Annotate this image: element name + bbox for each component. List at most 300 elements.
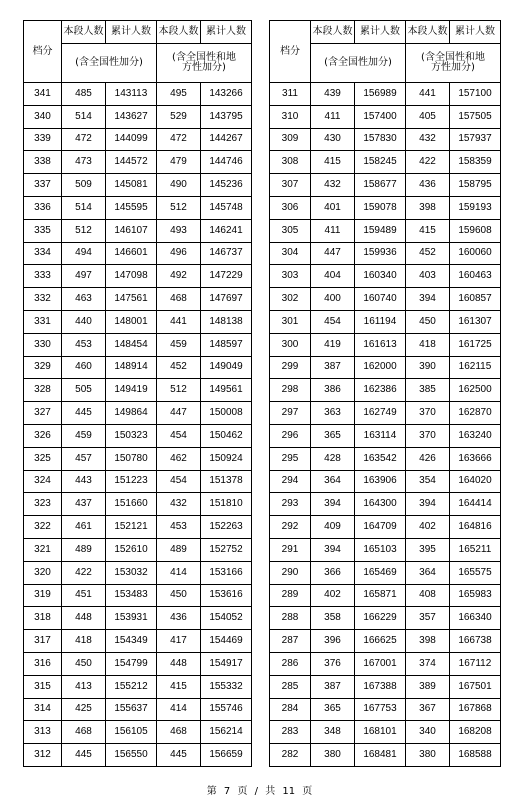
table-row <box>270 310 501 333</box>
table-cell: 162386 <box>355 379 406 402</box>
footer-page-number: 7 <box>223 786 231 797</box>
table-cell: 363 <box>311 402 355 425</box>
footer-slash: / <box>254 786 258 797</box>
table-row <box>270 607 501 630</box>
table-cell: 153616 <box>201 584 252 607</box>
table-cell: 165575 <box>450 561 501 584</box>
table-cell: 145595 <box>106 196 157 219</box>
table-cell: 146737 <box>201 242 252 265</box>
table-row <box>24 174 252 197</box>
table-cell: 463 <box>62 288 106 311</box>
table-cell: 414 <box>157 698 201 721</box>
table-cell: 161194 <box>355 310 406 333</box>
score-table-left <box>23 20 252 767</box>
table-cell: 147697 <box>201 288 252 311</box>
table-cell: 454 <box>157 424 201 447</box>
table-cell: 165469 <box>355 561 406 584</box>
table-cell: 453 <box>62 333 106 356</box>
table-cell: 148914 <box>106 356 157 379</box>
table-row <box>24 128 252 151</box>
table-cell: 152610 <box>106 538 157 561</box>
table-cell: 394 <box>311 493 355 516</box>
table-cell: 436 <box>406 174 450 197</box>
table-cell: 160060 <box>450 242 501 265</box>
table-cell: 148138 <box>201 310 252 333</box>
table-cell: 313 <box>24 721 62 744</box>
table-cell: 321 <box>24 538 62 561</box>
table-cell: 411 <box>311 105 355 128</box>
table-cell: 308 <box>270 151 311 174</box>
table-cell: 380 <box>406 744 450 767</box>
table-cell: 459 <box>62 424 106 447</box>
table-cell: 365 <box>311 698 355 721</box>
table-row <box>270 379 501 402</box>
table-row <box>24 584 252 607</box>
table-cell: 153166 <box>201 561 252 584</box>
table-cell: 153931 <box>106 607 157 630</box>
table-cell: 367 <box>406 698 450 721</box>
table-cell: 341 <box>24 83 62 106</box>
table-cell: 436 <box>157 607 201 630</box>
table-row <box>270 584 501 607</box>
score-table-right <box>269 20 501 767</box>
table-cell: 291 <box>270 538 311 561</box>
table-cell: 445 <box>62 402 106 425</box>
table-cell: 168481 <box>355 744 406 767</box>
table-cell: 333 <box>24 265 62 288</box>
table-cell: 514 <box>62 105 106 128</box>
table-row <box>270 402 501 425</box>
table-cell: 163114 <box>355 424 406 447</box>
header-note-with-local: (含全国性和地方性加分) <box>157 44 252 83</box>
table-cell: 512 <box>62 219 106 242</box>
table-cell: 389 <box>406 675 450 698</box>
table-cell: 374 <box>406 652 450 675</box>
header-score: 档分 <box>24 21 62 83</box>
table-cell: 311 <box>270 83 311 106</box>
table-row <box>24 607 252 630</box>
footer-word-di: 第 <box>206 786 217 797</box>
table-cell: 324 <box>24 470 62 493</box>
table-cell: 414 <box>157 561 201 584</box>
table-cell: 364 <box>311 470 355 493</box>
table-cell: 293 <box>270 493 311 516</box>
header-cumulative-count: 累计人数 <box>106 21 157 44</box>
table-cell: 315 <box>24 675 62 698</box>
table-cell: 154917 <box>201 652 252 675</box>
table-cell: 331 <box>24 310 62 333</box>
header-note-included: (含全国性加分) <box>311 44 406 83</box>
table-cell: 376 <box>311 652 355 675</box>
table-cell: 386 <box>311 379 355 402</box>
table-cell: 158677 <box>355 174 406 197</box>
table-cell: 457 <box>62 447 106 470</box>
table-cell: 307 <box>270 174 311 197</box>
table-row <box>270 242 501 265</box>
footer-word-ye-2: 页 <box>302 786 313 797</box>
table-cell: 330 <box>24 333 62 356</box>
table-cell: 290 <box>270 561 311 584</box>
table-cell: 327 <box>24 402 62 425</box>
table-body-right <box>270 83 501 767</box>
table-cell: 450 <box>406 310 450 333</box>
header-cumulative-count: 累计人数 <box>355 21 406 44</box>
table-cell: 294 <box>270 470 311 493</box>
table-row <box>24 151 252 174</box>
table-cell: 160740 <box>355 288 406 311</box>
table-cell: 167868 <box>450 698 501 721</box>
table-cell: 150924 <box>201 447 252 470</box>
table-cell: 143113 <box>106 83 157 106</box>
table-cell: 161613 <box>355 333 406 356</box>
table-row <box>24 219 252 242</box>
table-cell: 512 <box>157 196 201 219</box>
table-cell: 163666 <box>450 447 501 470</box>
table-cell: 283 <box>270 721 311 744</box>
table-cell: 154799 <box>106 652 157 675</box>
table-row <box>24 356 252 379</box>
table-cell: 494 <box>62 242 106 265</box>
table-cell: 157400 <box>355 105 406 128</box>
table-row <box>270 356 501 379</box>
table-cell: 287 <box>270 630 311 653</box>
table-cell: 320 <box>24 561 62 584</box>
table-cell: 417 <box>157 630 201 653</box>
table-cell: 354 <box>406 470 450 493</box>
table-cell: 495 <box>157 83 201 106</box>
table-cell: 161725 <box>450 333 501 356</box>
table-cell: 357 <box>406 607 450 630</box>
table-row <box>24 265 252 288</box>
table-cell: 468 <box>157 721 201 744</box>
table-row <box>270 219 501 242</box>
table-cell: 437 <box>62 493 106 516</box>
table-cell: 432 <box>157 493 201 516</box>
table-cell: 306 <box>270 196 311 219</box>
table-cell: 422 <box>406 151 450 174</box>
table-row <box>24 744 252 767</box>
table-cell: 299 <box>270 356 311 379</box>
table-cell: 318 <box>24 607 62 630</box>
table-cell: 489 <box>157 538 201 561</box>
table-cell: 149561 <box>201 379 252 402</box>
table-cell: 158359 <box>450 151 501 174</box>
table-cell: 441 <box>406 83 450 106</box>
table-cell: 144099 <box>106 128 157 151</box>
table-cell: 162115 <box>450 356 501 379</box>
table-cell: 485 <box>62 83 106 106</box>
table-row <box>24 379 252 402</box>
table-cell: 164020 <box>450 470 501 493</box>
table-cell: 514 <box>62 196 106 219</box>
table-row <box>270 470 501 493</box>
table-cell: 152263 <box>201 516 252 539</box>
table-row <box>270 288 501 311</box>
table-cell: 402 <box>311 584 355 607</box>
table-cell: 164414 <box>450 493 501 516</box>
table-cell: 425 <box>62 698 106 721</box>
table-cell: 411 <box>311 219 355 242</box>
table-cell: 144572 <box>106 151 157 174</box>
table-cell: 304 <box>270 242 311 265</box>
table-cell: 415 <box>157 675 201 698</box>
table-cell: 284 <box>270 698 311 721</box>
table-cell: 366 <box>311 561 355 584</box>
table-cell: 462 <box>157 447 201 470</box>
table-cell: 286 <box>270 652 311 675</box>
header-section-count: 本段人数 <box>157 21 201 44</box>
table-row <box>270 698 501 721</box>
table-cell: 459 <box>157 333 201 356</box>
table-cell: 155332 <box>201 675 252 698</box>
page-footer <box>0 782 519 797</box>
table-cell: 165871 <box>355 584 406 607</box>
table-cell: 454 <box>157 470 201 493</box>
table-cell: 325 <box>24 447 62 470</box>
table-row <box>270 424 501 447</box>
table-cell: 489 <box>62 538 106 561</box>
table-cell: 332 <box>24 288 62 311</box>
table-cell: 418 <box>62 630 106 653</box>
table-cell: 289 <box>270 584 311 607</box>
table-cell: 296 <box>270 424 311 447</box>
table-cell: 415 <box>311 151 355 174</box>
table-cell: 493 <box>157 219 201 242</box>
table-row <box>270 630 501 653</box>
table-cell: 336 <box>24 196 62 219</box>
table-cell: 432 <box>406 128 450 151</box>
table-row <box>270 538 501 561</box>
table-row <box>270 105 501 128</box>
table-row <box>270 447 501 470</box>
table-cell: 348 <box>311 721 355 744</box>
table-row <box>270 744 501 767</box>
table-row <box>270 721 501 744</box>
table-cell: 165103 <box>355 538 406 561</box>
table-cell: 473 <box>62 151 106 174</box>
table-cell: 146601 <box>106 242 157 265</box>
table-cell: 167112 <box>450 652 501 675</box>
header-cumulative-count: 累计人数 <box>450 21 501 44</box>
table-cell: 166229 <box>355 607 406 630</box>
table-row <box>24 493 252 516</box>
table-cell: 319 <box>24 584 62 607</box>
table-row <box>24 538 252 561</box>
table-cell: 408 <box>406 584 450 607</box>
table-cell: 162000 <box>355 356 406 379</box>
table-cell: 143795 <box>201 105 252 128</box>
table-cell: 165211 <box>450 538 501 561</box>
table-cell: 448 <box>157 652 201 675</box>
table-cell: 428 <box>311 447 355 470</box>
table-row <box>24 310 252 333</box>
table-cell: 404 <box>311 265 355 288</box>
table-cell: 415 <box>406 219 450 242</box>
table-cell: 317 <box>24 630 62 653</box>
table-cell: 479 <box>157 151 201 174</box>
table-cell: 160463 <box>450 265 501 288</box>
table-cell: 326 <box>24 424 62 447</box>
table-row <box>24 652 252 675</box>
table-cell: 385 <box>406 379 450 402</box>
table-cell: 163906 <box>355 470 406 493</box>
table-cell: 422 <box>62 561 106 584</box>
table-cell: 512 <box>157 379 201 402</box>
table-cell: 441 <box>157 310 201 333</box>
table-cell: 492 <box>157 265 201 288</box>
table-cell: 146241 <box>201 219 252 242</box>
footer-word-ye: 页 <box>237 786 248 797</box>
table-cell: 403 <box>406 265 450 288</box>
table-row <box>24 675 252 698</box>
table-row <box>270 652 501 675</box>
table-cell: 337 <box>24 174 62 197</box>
table-cell: 316 <box>24 652 62 675</box>
table-cell: 445 <box>157 744 201 767</box>
table-cell: 151660 <box>106 493 157 516</box>
table-cell: 394 <box>406 493 450 516</box>
table-row <box>270 516 501 539</box>
table-cell: 529 <box>157 105 201 128</box>
table-cell: 451 <box>62 584 106 607</box>
table-cell: 468 <box>62 721 106 744</box>
table-cell: 150462 <box>201 424 252 447</box>
table-cell: 161307 <box>450 310 501 333</box>
table-cell: 430 <box>311 128 355 151</box>
table-cell: 151810 <box>201 493 252 516</box>
table-row <box>24 630 252 653</box>
table-row <box>24 447 252 470</box>
table-cell: 461 <box>62 516 106 539</box>
table-cell: 282 <box>270 744 311 767</box>
table-row <box>24 561 252 584</box>
table-cell: 370 <box>406 402 450 425</box>
table-cell: 340 <box>24 105 62 128</box>
table-cell: 147098 <box>106 265 157 288</box>
table-cell: 409 <box>311 516 355 539</box>
table-cell: 145748 <box>201 196 252 219</box>
table-cell: 305 <box>270 219 311 242</box>
table-row <box>270 151 501 174</box>
table-cell: 162870 <box>450 402 501 425</box>
table-cell: 396 <box>311 630 355 653</box>
table-cell: 380 <box>311 744 355 767</box>
table-cell: 439 <box>311 83 355 106</box>
table-cell: 322 <box>24 516 62 539</box>
table-cell: 158245 <box>355 151 406 174</box>
table-cell: 460 <box>62 356 106 379</box>
table-cell: 154052 <box>201 607 252 630</box>
table-cell: 149864 <box>106 402 157 425</box>
table-cell: 157100 <box>450 83 501 106</box>
table-cell: 147229 <box>201 265 252 288</box>
table-cell: 365 <box>311 424 355 447</box>
header-score: 档分 <box>270 21 311 83</box>
table-row <box>24 196 252 219</box>
table-cell: 398 <box>406 630 450 653</box>
table-cell: 509 <box>62 174 106 197</box>
table-cell: 156659 <box>201 744 252 767</box>
table-cell: 443 <box>62 470 106 493</box>
footer-word-gong: 共 <box>265 786 276 797</box>
table-cell: 163542 <box>355 447 406 470</box>
table-cell: 450 <box>157 584 201 607</box>
table-cell: 164816 <box>450 516 501 539</box>
table-cell: 300 <box>270 333 311 356</box>
table-row <box>270 128 501 151</box>
table-cell: 149419 <box>106 379 157 402</box>
table-row <box>24 288 252 311</box>
table-cell: 154469 <box>201 630 252 653</box>
table-cell: 155637 <box>106 698 157 721</box>
table-cell: 151223 <box>106 470 157 493</box>
table-cell: 400 <box>311 288 355 311</box>
table-cell: 314 <box>24 698 62 721</box>
table-cell: 160857 <box>450 288 501 311</box>
table-cell: 166340 <box>450 607 501 630</box>
table-cell: 395 <box>406 538 450 561</box>
table-row <box>24 698 252 721</box>
table-cell: 364 <box>406 561 450 584</box>
table-cell: 167753 <box>355 698 406 721</box>
table-cell: 157937 <box>450 128 501 151</box>
table-cell: 301 <box>270 310 311 333</box>
table-cell: 167001 <box>355 652 406 675</box>
table-cell: 309 <box>270 128 311 151</box>
table-cell: 168588 <box>450 744 501 767</box>
table-cell: 288 <box>270 607 311 630</box>
table-cell: 153483 <box>106 584 157 607</box>
table-cell: 447 <box>311 242 355 265</box>
table-cell: 160340 <box>355 265 406 288</box>
table-cell: 168101 <box>355 721 406 744</box>
table-cell: 398 <box>406 196 450 219</box>
table-cell: 426 <box>406 447 450 470</box>
table-cell: 147561 <box>106 288 157 311</box>
table-row <box>270 196 501 219</box>
table-cell: 390 <box>406 356 450 379</box>
table-cell: 310 <box>270 105 311 128</box>
table-cell: 162500 <box>450 379 501 402</box>
table-row <box>270 493 501 516</box>
table-cell: 159608 <box>450 219 501 242</box>
table-cell: 418 <box>406 333 450 356</box>
table-cell: 445 <box>62 744 106 767</box>
table-cell: 166738 <box>450 630 501 653</box>
table-cell: 312 <box>24 744 62 767</box>
table-cell: 454 <box>311 310 355 333</box>
table-cell: 334 <box>24 242 62 265</box>
table-cell: 149049 <box>201 356 252 379</box>
table-cell: 166625 <box>355 630 406 653</box>
table-cell: 329 <box>24 356 62 379</box>
table-cell: 157505 <box>450 105 501 128</box>
table-cell: 146107 <box>106 219 157 242</box>
table-cell: 158795 <box>450 174 501 197</box>
header-section-count: 本段人数 <box>406 21 450 44</box>
table-cell: 405 <box>406 105 450 128</box>
table-cell: 155212 <box>106 675 157 698</box>
table-cell: 292 <box>270 516 311 539</box>
table-cell: 394 <box>311 538 355 561</box>
table-cell: 448 <box>62 607 106 630</box>
table-row <box>270 561 501 584</box>
table-cell: 496 <box>157 242 201 265</box>
table-cell: 468 <box>157 288 201 311</box>
header-section-count: 本段人数 <box>311 21 355 44</box>
table-cell: 164709 <box>355 516 406 539</box>
table-row <box>24 242 252 265</box>
